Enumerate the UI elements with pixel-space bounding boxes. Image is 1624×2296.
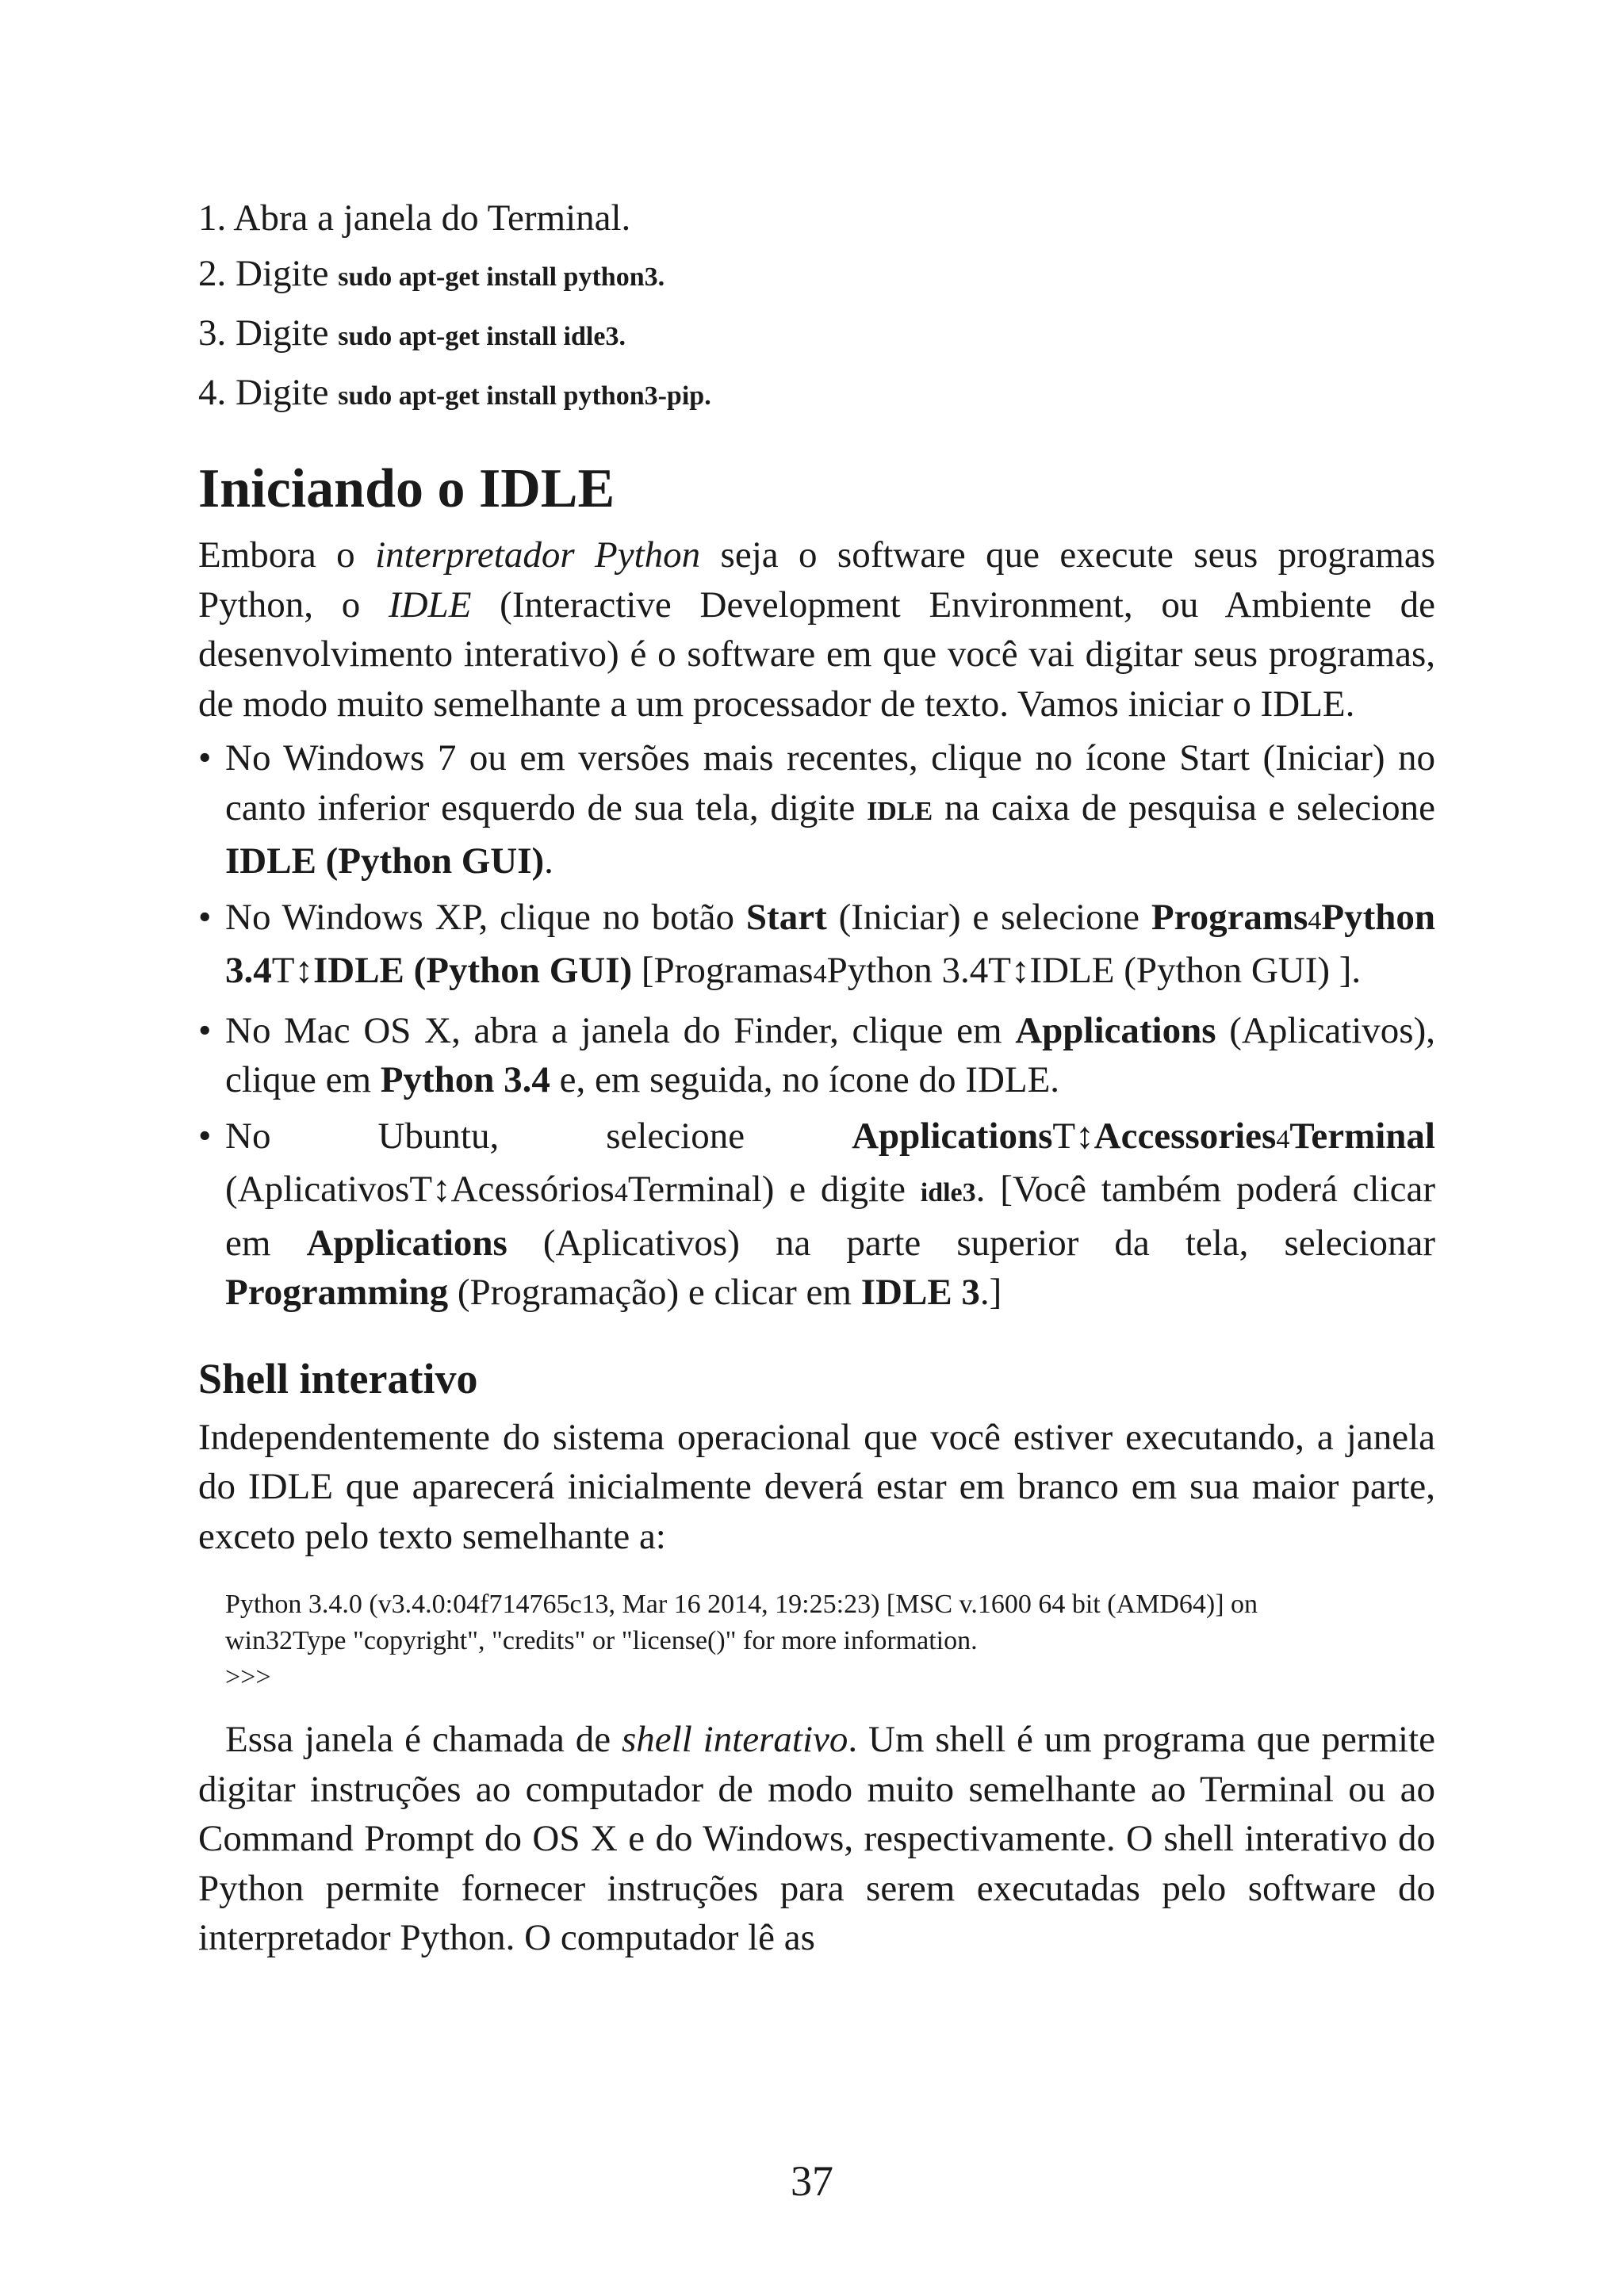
intro-paragraph: Embora o interpretador Python seja o software que execute seus programas Python, o IDLE (Interactive Development Environment, ou Ambiente de desenvolvimento interativo) é o software em que você vai digitar seus programas, de modo muito semelhante a um processador de texto. Vamos iniciar o IDLE. bbox=[198, 534, 1436, 725]
list-item-windowsxp: • No Windows XP, clique no botão Start (Iniciar) e selecione Programs4Python 3.4T↕IDLE (Python GUI) [Programas4Python 3.4T↕IDLE (Python GUI) ]. bbox=[198, 893, 1435, 1000]
step-text: Digite bbox=[236, 312, 339, 354]
command-text: sudo apt-get install python3 bbox=[338, 262, 658, 292]
section-heading-shell-interativo: Shell interativo bbox=[198, 1354, 478, 1402]
shell-intro-paragraph: Independentemente do sistema operacional que você estiver executando, a janela do IDLE que aparecerá inicialmente deverá estar em branco em sua maior parte, exceto pelo texto semelhante a: bbox=[198, 1416, 1435, 1557]
code-line: Python 3.4.0 (v3.4.0:04f714765c13, Mar 16 2014, 19:25:23) [MSC v.1600 64 bit (AMD64)] on bbox=[225, 1590, 1258, 1619]
code-sample bbox=[225, 1586, 1435, 1696]
bullet-dot: • bbox=[198, 1115, 212, 1157]
command-text: sudo apt-get install idle3 bbox=[338, 322, 619, 351]
step-end: . bbox=[704, 381, 711, 411]
code-line: win32Type "copyright", "credits" or "license()" for more information. bbox=[225, 1626, 978, 1655]
list-item bbox=[198, 246, 1435, 305]
step-number: 4. bbox=[198, 372, 227, 413]
bullet-dot: • bbox=[198, 1009, 212, 1051]
page-content bbox=[198, 190, 1435, 1963]
page-number: 37 bbox=[791, 2157, 833, 2205]
code-line: >>> bbox=[225, 1663, 271, 1692]
step-text: Abra a janela do Terminal. bbox=[233, 197, 631, 239]
list-item-windows7: • No Windows 7 ou em versões mais recentes, clique no ícone Start (Iniciar) no canto inferior esquerdo de sua tela, digite IDLE na caixa de pesquisa e selecione IDLE (Python GUI). bbox=[198, 733, 1435, 886]
step-number: 3. bbox=[198, 312, 227, 354]
os-instructions-list bbox=[198, 733, 1435, 1318]
install-steps-list bbox=[198, 190, 1435, 424]
step-end: . bbox=[619, 322, 626, 351]
list-item bbox=[198, 365, 1435, 424]
list-item-ubuntu: • No Ubuntu, selecione ApplicationsT↕Accessories4Terminal (AplicativosT↕Acessórios4Terminal) e digite idle3. [Você também poderá clicar em Applications (Aplicativos) na parte superior da tela, selecionar Programming (Programação) e clicar em IDLE 3.] bbox=[198, 1112, 1435, 1318]
section-heading-iniciando-idle: Iniciando o IDLE bbox=[198, 458, 615, 519]
step-end: . bbox=[657, 262, 665, 292]
step-text: Digite bbox=[236, 372, 339, 413]
bullet-dot: • bbox=[198, 896, 212, 938]
bullet-dot: • bbox=[198, 737, 212, 779]
step-number: 2. bbox=[198, 253, 227, 294]
step-number: 1. bbox=[198, 197, 227, 239]
command-text: sudo apt-get install python3-pip bbox=[338, 381, 705, 411]
shell-description-paragraph: Essa janela é chamada de shell interativo. Um shell é um programa que permite digitar instruções ao computador de modo muito semelhante ao Terminal ou ao Command Prompt do OS X e do Windows, respectivamente. O shell interativo do Python permite fornecer instruções para serem executadas pelo software do interpretador Python. O computador lê as bbox=[198, 1719, 1435, 1958]
list-item bbox=[198, 190, 1435, 246]
list-item-macosx: • No Mac OS X, abra a janela do Finder, clique em Applications (Aplicativos), clique em Python 3.4 e, em seguida, no ícone do IDLE. bbox=[198, 1006, 1435, 1105]
step-text: Digite bbox=[236, 253, 339, 294]
list-item bbox=[198, 305, 1435, 365]
